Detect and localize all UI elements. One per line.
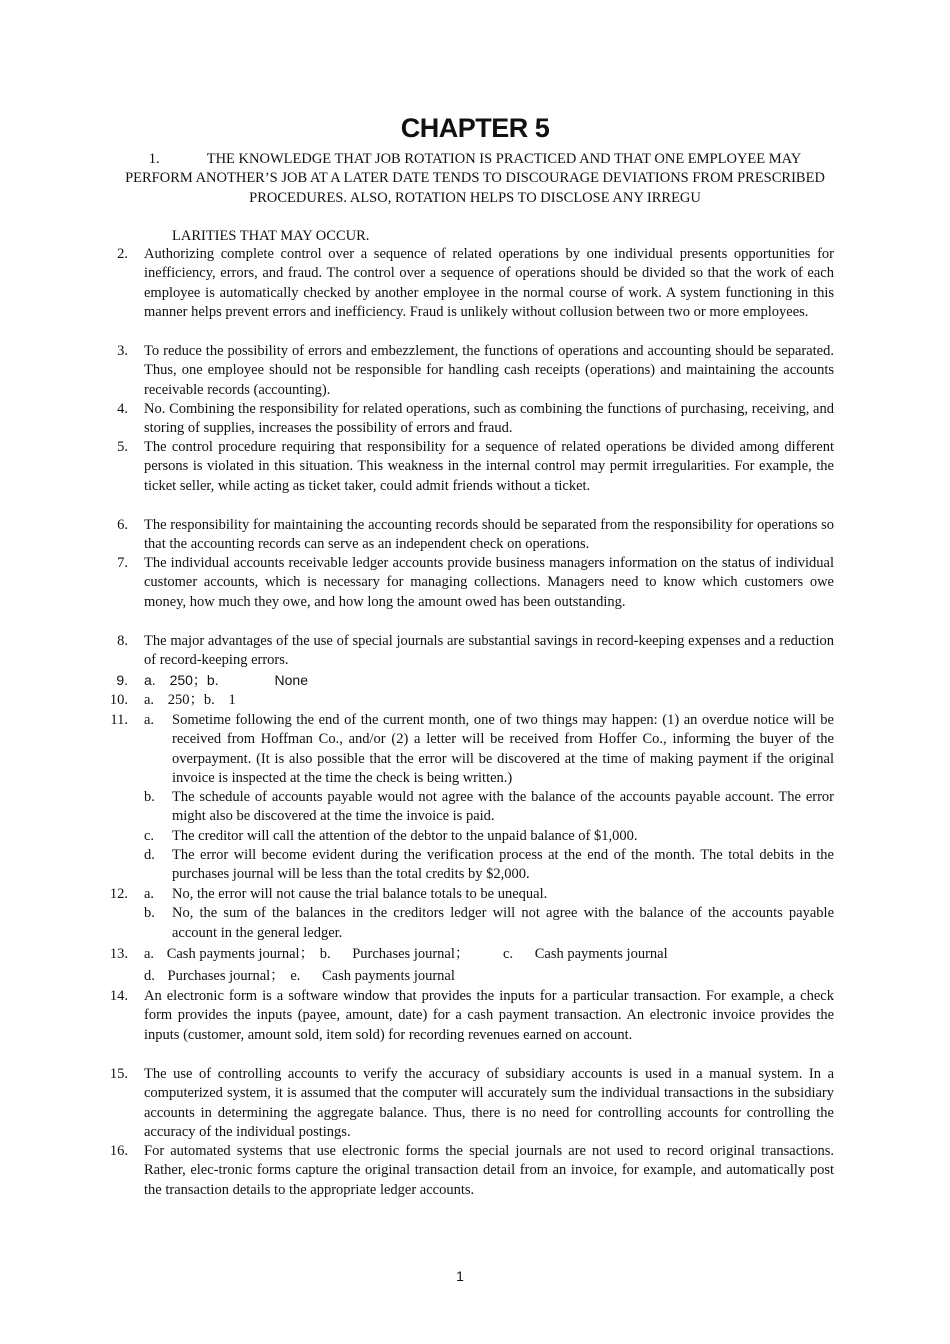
- question-14: [100, 987, 834, 1045]
- question-number: 3.: [117, 343, 128, 359]
- question-text: To reduce the possibility of errors and embezzlement, the functions of operations and accounting should be separated. Thus, one employee should not be responsible for handling cash receipts (operations) and maintaining the accounts receivable records (accounting).: [144, 343, 834, 398]
- answer-b-value: Purchases journal；: [352, 946, 470, 962]
- question-text: No. Combining the responsibility for related operations, such as combining the functions of purchasing, receiving, and storing of supplies, increases the possibility of errors and fraud.: [144, 401, 834, 437]
- question-text: The major advantages of the use of special journals are substantial savings in record-keeping expenses and a reduction of record-keeping errors.: [144, 633, 834, 669]
- question-15: [100, 1065, 834, 1142]
- answer-e-value: Cash payments journal: [322, 968, 455, 985]
- question-number: 8.: [117, 633, 128, 649]
- answer-b-value: None: [274, 672, 308, 688]
- question-number: 4.: [117, 401, 128, 417]
- question-text: The responsibility for maintaining the accounting records should be separated from the responsibility for operations so that the accounting records can serve as an independent check on operations.: [144, 517, 834, 553]
- answer-label: b.: [144, 905, 155, 922]
- answer-text: The creditor will call the attention of the debtor to the unpaid balance of $1,000.: [172, 827, 638, 844]
- answer-11a: [100, 711, 834, 788]
- question-3: [100, 342, 834, 400]
- answer-label: b.: [144, 789, 155, 806]
- answer-12b: [100, 904, 834, 943]
- question-text: THE KNOWLEDGE THAT JOB ROTATION IS PRACTICED AND THAT ONE EMPLOYEE MAY PERFORM ANOTHER’S JOB AT A LATER DATE TENDS TO DISCOURAGE DEVIATIONS FROM PRESCRIBED PROCEDURES. ALSO, ROTATION HELPS TO DISCLOSE ANY IRREGU: [125, 151, 825, 206]
- answer-label: c.: [144, 827, 155, 844]
- question-12: [100, 885, 834, 943]
- answer-b-value: 1: [228, 692, 236, 708]
- question-answers-row-1: [144, 945, 834, 964]
- question-text: For automated systems that use electronic forms the special journals are not used to record original transactions. Rather, elec-tronic forms capture the original transaction detail from an invoice, for example, and automatically post the transaction details to the appropriate ledger accounts.: [144, 1143, 834, 1198]
- question-number: 9.: [116, 672, 128, 688]
- question-8: [100, 632, 834, 671]
- answer-label: a.: [144, 712, 155, 728]
- answer-d-value: Purchases journal；: [167, 968, 285, 985]
- question-number: 11.: [110, 712, 128, 728]
- question-answers: [144, 691, 834, 710]
- answer-11b: [100, 788, 834, 827]
- question-5: [100, 438, 834, 496]
- question-13: [100, 945, 834, 987]
- question-number: 13.: [109, 946, 128, 962]
- question-10: [100, 691, 834, 710]
- answer-c-label: c.: [503, 946, 514, 962]
- answer-a-label: a.: [144, 672, 156, 688]
- question-answers-row-2: [144, 967, 834, 986]
- question-number: 16.: [109, 1143, 128, 1159]
- question-number: 6.: [117, 517, 128, 533]
- answer-d-label: d.: [144, 968, 155, 985]
- question-1-continuation: LARITIES THAT MAY OCCUR.: [172, 228, 370, 244]
- answer-c-value: Cash payments journal: [534, 946, 668, 962]
- answer-11c: [100, 827, 834, 846]
- answer-e-label: e.: [290, 968, 301, 985]
- answer-11d: [100, 846, 834, 885]
- question-6: [100, 516, 834, 555]
- question-text: An electronic form is a software window that provides the inputs for a particular transaction. For example, a check form provides the inputs (payee, amount, date) for a cash payment transaction. An electronic invoice provides the inputs (customer, amount sold, item sold) for recording revenues earned on account.: [144, 988, 834, 1043]
- question-9: [100, 671, 834, 690]
- question-2: [100, 245, 834, 322]
- answer-text: No, the error will not cause the trial balance totals to be unequal.: [172, 886, 548, 902]
- answer-text: No, the sum of the balances in the creditors ledger will not agree with the balance of the accounts payable account in the general ledger.: [172, 905, 834, 941]
- chapter-title: CHAPTER 5: [400, 113, 550, 143]
- answer-a-value: 250；b.: [169, 672, 219, 688]
- question-number: 15.: [109, 1066, 128, 1082]
- answer-b-label: b.: [319, 946, 331, 962]
- question-16: [100, 1142, 834, 1200]
- answer-a-label: a.: [144, 692, 155, 708]
- question-text: The individual accounts receivable ledger accounts provide business managers information on the status of individual customer accounts, which is necessary for managing collections. Managers need to know which customers owe money, how much they owe, and how long the amount owed has been outstanding.: [144, 555, 834, 610]
- question-1: [120, 150, 830, 208]
- question-answers: [144, 671, 834, 690]
- question-number: 10.: [109, 692, 128, 708]
- question-number: 14.: [109, 988, 128, 1004]
- answer-a-value: Cash payments journal；: [166, 946, 315, 962]
- answer-text: Sometime following the end of the current month, one of two things may happen: (1) an overdue notice will be received from Hoffman Co., and/or (2) a letter will be received from Hoffer Co., informing the buyer of the overpayment. (It is also possible that the error will be discovered at the time of making payment if the original invoice is inspected at the time the check is being written.): [172, 712, 834, 786]
- answer-label: d.: [144, 847, 155, 864]
- question-number: 7.: [117, 555, 128, 571]
- answer-text: The schedule of accounts payable would not agree with the balance of the accounts payable account. The error might also be discovered at the time the invoice is paid.: [172, 789, 834, 825]
- answer-text: The error will become evident during the verification process at the end of the month. The total debits in the purchases journal will be less than the total credits by $2,000.: [172, 847, 834, 883]
- question-number: 2.: [117, 246, 128, 262]
- page-number: 1: [456, 1268, 464, 1284]
- question-text: The use of controlling accounts to verify the accuracy of subsidiary accounts is used in a manual system. In a computerized system, it is assumed that the computer will accurately sum the individual transactions in the subsidiary accounts in determining the aggregate balance. Thus, there is no need for controlling accounts for controlling the accuracy of the individual postings.: [144, 1066, 834, 1140]
- question-text: Authorizing complete control over a sequence of related operations by one individual presents opportunities for inefficiency, errors, and fraud. The control over a sequence of operations should be divided so that the work of each employee is automatically checked by another employee in the normal course of work. A system functioning in this manner helps prevent errors and inefficiency. Fraud is unlikely without collusion between two or more employees.: [144, 246, 834, 320]
- answer-label: a.: [144, 886, 155, 902]
- question-4: [100, 400, 834, 439]
- question-7: [100, 554, 834, 612]
- answer-12a: [100, 885, 834, 904]
- question-11: [100, 711, 834, 885]
- question-number: 1.: [148, 151, 160, 167]
- answer-a-label: a.: [144, 946, 155, 962]
- question-number: 12.: [109, 886, 128, 902]
- answer-a-value: 250；b.: [167, 692, 215, 708]
- question-number: 5.: [117, 439, 128, 455]
- question-text: The control procedure requiring that responsibility for a sequence of related operations be divided among different persons is violated in this situation. This weakness in the internal control may permit irregularities. For example, the ticket seller, while acting as ticket taker, could admit friends without a ticket.: [144, 439, 834, 494]
